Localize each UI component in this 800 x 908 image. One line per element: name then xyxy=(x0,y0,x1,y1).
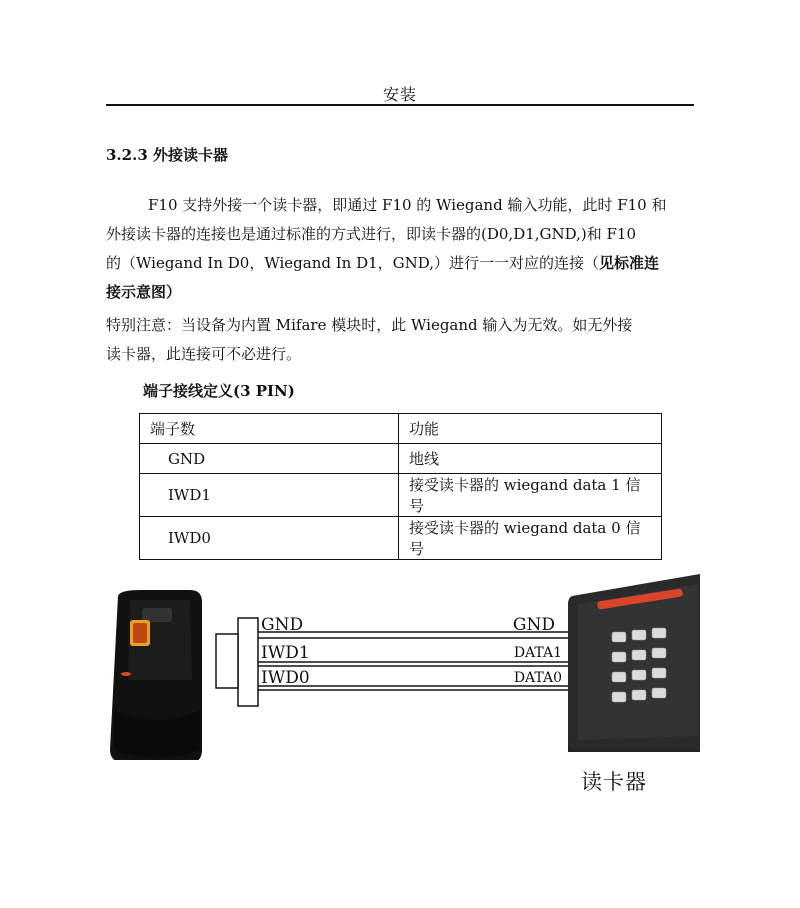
paragraph-line xyxy=(106,249,696,278)
right-wire-label: DATA0 xyxy=(513,670,562,686)
left-wire-label: GND xyxy=(261,615,304,635)
table-cell: IWD0 xyxy=(140,517,399,560)
paragraph-line: F10 支持外接一个读卡器，即通过 F10 的 Wiegand 输入功能，此时 F10 和 xyxy=(148,196,667,214)
table-caption: 端子接线定义(3 PIN) xyxy=(143,382,295,400)
paragraph-bold-text: 见标准连 xyxy=(599,254,660,272)
section-heading: 3.2.3 外接读卡器 xyxy=(106,146,228,164)
table-header-cell: 端子数 xyxy=(140,414,399,444)
paragraph-line: 读卡器，此连接可不必进行。 xyxy=(106,345,302,363)
table-row xyxy=(140,517,662,560)
card-reader-label: 读卡器 xyxy=(581,770,647,794)
paragraph-line: 外接读卡器的连接也是通过标准的方式进行，即读卡器的(D0,D1,GND,)和 F10 xyxy=(106,225,637,243)
connector xyxy=(216,618,258,706)
header-rule xyxy=(106,104,694,106)
paragraph-text: 的（Wiegand In D0，Wiegand In D1，GND,）进行一一对应的连接（ xyxy=(106,254,600,272)
card-reader-image xyxy=(568,574,700,752)
left-wire-label: IWD1 xyxy=(261,643,310,663)
table-row xyxy=(140,444,662,474)
table-cell: GND xyxy=(140,444,399,474)
right-wire-label: DATA1 xyxy=(513,645,562,661)
table-header-row xyxy=(140,414,662,444)
paragraph-line: 接示意图） xyxy=(106,283,182,301)
paragraph-line: 特别注意：当设备为内置 Mifare 模块时，此 Wiegand 输入为无效。如无外接 xyxy=(106,316,633,334)
pin-definition-table xyxy=(139,413,662,560)
page-header-title: 安装 xyxy=(382,85,417,104)
paragraph-intro xyxy=(106,191,696,307)
table-cell: 接受读卡器的 wiegand data 1 信号 xyxy=(399,474,662,517)
f10-device-image xyxy=(110,590,202,760)
left-wire-label: IWD0 xyxy=(261,668,310,688)
right-wire-label: GND xyxy=(512,615,555,635)
table-row xyxy=(140,474,662,517)
paragraph-note xyxy=(106,311,696,369)
table-cell: IWD1 xyxy=(140,474,399,517)
table-cell: 接受读卡器的 wiegand data 0 信号 xyxy=(399,517,662,560)
wiring-diagram xyxy=(100,560,700,760)
table-header-cell: 功能 xyxy=(399,414,662,444)
table-cell: 地线 xyxy=(399,444,662,474)
